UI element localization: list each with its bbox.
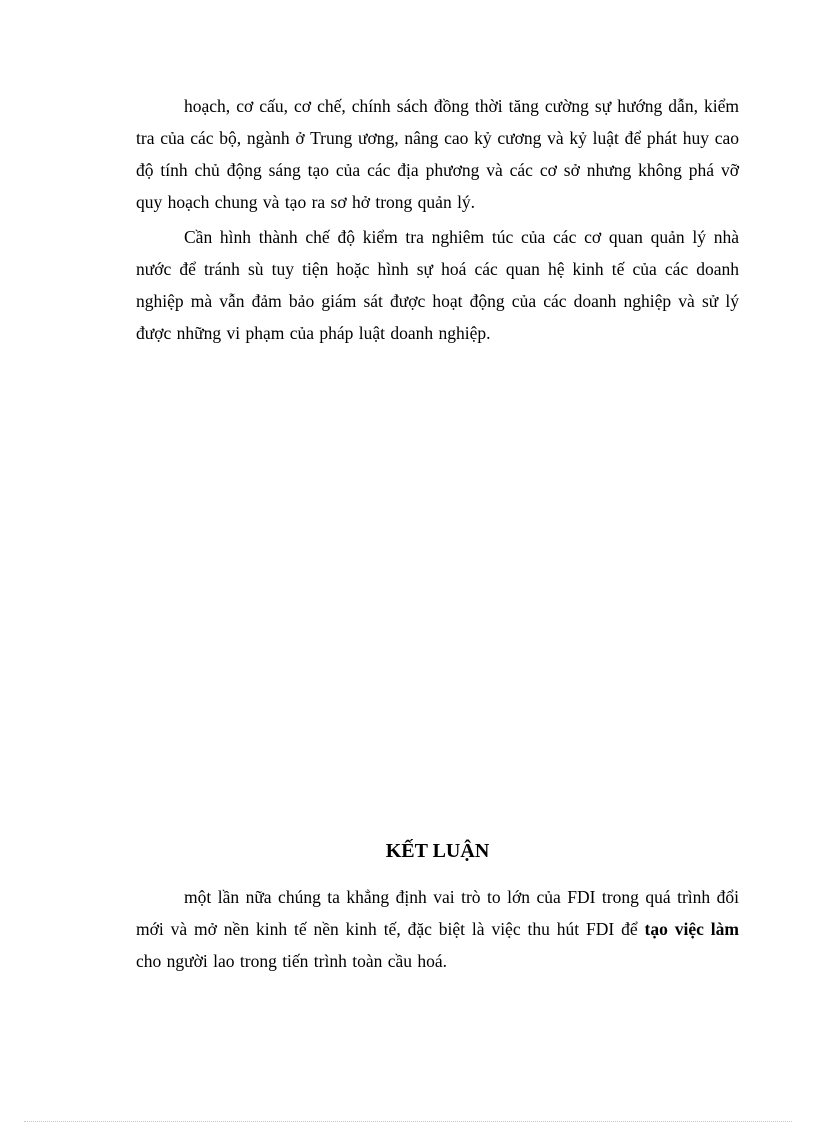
section-heading-conclusion: KẾT LUẬN <box>385 840 490 862</box>
conclusion-paragraph <box>136 881 739 977</box>
body-paragraph-2: Cần hình thành chế độ kiểm tra nghiêm túc của các cơ quan quản lý nhà nước để tránh sù tuy tiện hoặc hình sự hoá các quan hệ kinh tế của các doanh nghiệp mà vẫn đảm bảo giám sát được hoạt động của các doanh nghiệp và sử lý được những vi phạm của pháp luật doanh nghiệp. <box>136 227 739 343</box>
page-bottom-divider <box>24 1121 792 1122</box>
conclusion-emphasis: tạo việc làm <box>644 919 739 939</box>
body-paragraph-1: hoạch, cơ cấu, cơ chế, chính sách đồng thời tăng cường sự hướng dẫn, kiểm tra của các bộ, ngành ở Trung ương, nâng cao kỷ cương và kỷ luật để phát huy cao độ tính chủ động sáng tạo của các địa phương và các cơ sở nhưng không phá vỡ quy hoạch chung và tạo ra sơ hở trong quản lý. <box>136 96 739 212</box>
conclusion-text-start: một lần nữa chúng ta khẳng định vai trò to lớn của FDI trong quá trình đổi mới và mở nền kinh tế nền kinh tế, đặc biệt là việc thu hút FDI để <box>136 887 739 939</box>
conclusion-text-end: cho người lao trong tiến trình toàn cầu hoá. <box>136 951 448 971</box>
